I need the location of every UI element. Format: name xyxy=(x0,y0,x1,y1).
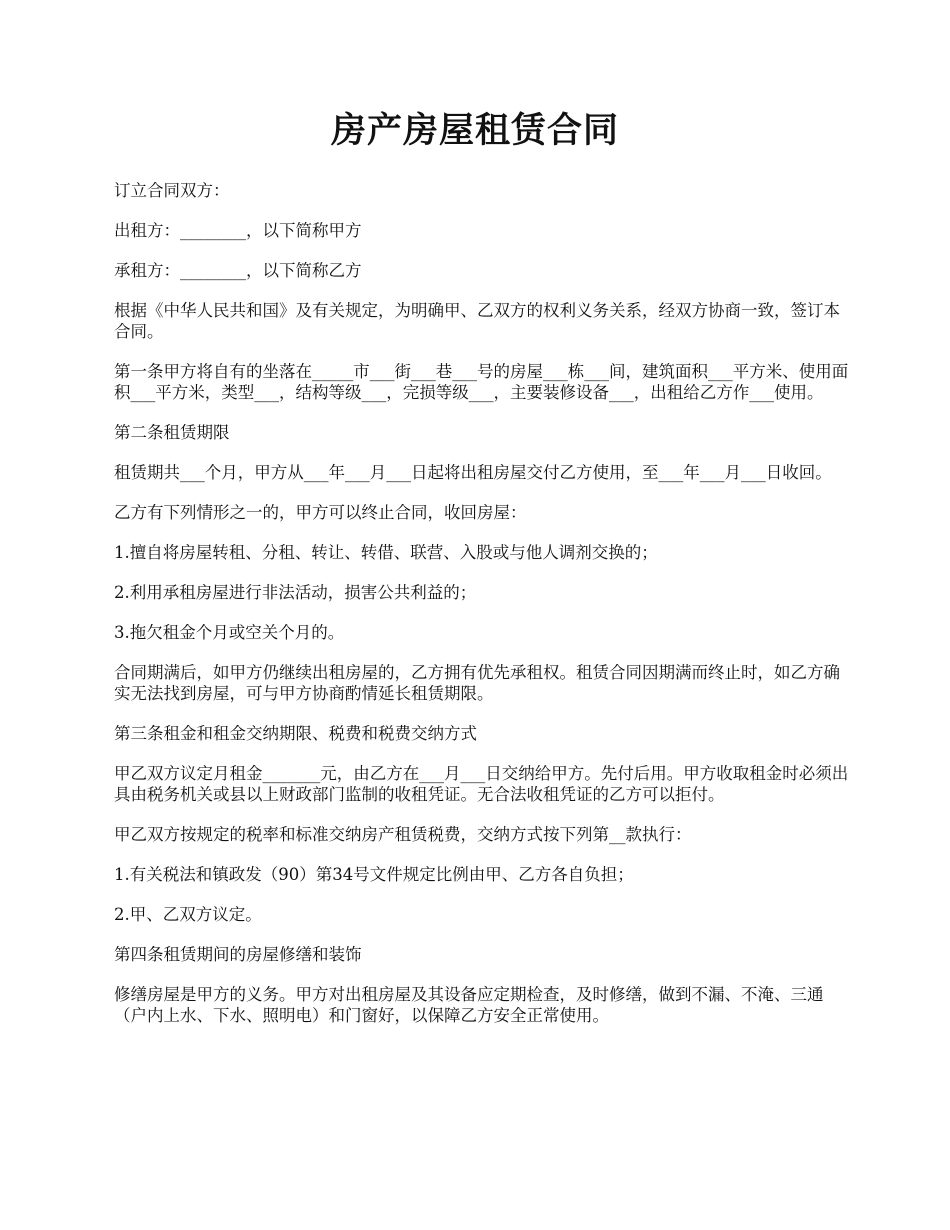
document-title: 房产房屋租赁合同 xyxy=(330,110,619,151)
paragraph-repairs: 修缮房屋是甲方的义务。甲方对出租房屋及其设备应定期检查，及时修缮，做到不漏、不淹、三通（户内上水、下水、照明电）和门窗好，以保障乙方安全正常使用。 xyxy=(114,985,824,1025)
paragraph-renewal: 合同期满后，如甲方仍继续出租房屋的，乙方拥有优先承租权。租赁合同因期满而终止时，如乙方确实无法找到房屋，可与甲方协商酌情延长租赁期限。 xyxy=(114,663,840,703)
list-item-tax-2: 2.甲、乙双方议定。 xyxy=(114,905,262,924)
heading-article-2: 第二条租赁期限 xyxy=(114,423,230,442)
paragraph-basis: 根据《中华人民共和国》及有关规定，为明确甲、乙双方的权利义务关系，经双方协商一致，签订本合同。 xyxy=(114,301,840,341)
list-item-tax-1: 1.有关税法和镇政发（90）第34号文件规定比例由甲、乙方各自负担； xyxy=(114,865,634,884)
paragraph-article-1: 第一条甲方将自有的坐落在_____市___街___巷___号的房屋___栋___间，建筑面积___平方米、使用面积___平方米，类型___，结构等级___，完损等级___，主要装修设备___，出租给乙方作___使用。 xyxy=(114,362,849,402)
paragraph-parties-intro: 订立合同双方： xyxy=(114,181,230,200)
heading-article-3: 第三条租金和租金交纳期限、税费和税费交纳方式 xyxy=(114,724,477,743)
paragraph-rent: 甲乙双方议定月租金_______元，由乙方在___月___日交纳给甲方。先付后用。甲方收取租金时必须出具由税务机关或县以上财政部门监制的收租凭证。无合法收租凭证的乙方可以拒付。 xyxy=(114,764,849,804)
list-item-termination-3: 3.拖欠租金个月或空关个月的。 xyxy=(114,623,345,642)
heading-article-4: 第四条租赁期间的房屋修缮和装饰 xyxy=(114,945,362,964)
list-item-termination-1: 1.擅自将房屋转租、分租、转让、转借、联营、入股或与他人调剂交换的； xyxy=(114,543,658,562)
paragraph-lessee: 承租方：________，以下简称乙方 xyxy=(114,261,362,280)
paragraph-lessor: 出租方：________，以下简称甲方 xyxy=(114,221,362,240)
document-body xyxy=(114,180,854,1045)
paragraph-termination-intro: 乙方有下列情形之一的，甲方可以终止合同，收回房屋： xyxy=(114,503,527,522)
list-item-termination-2: 2.利用承租房屋进行非法活动，损害公共利益的； xyxy=(114,583,477,602)
paragraph-lease-term: 租赁期共___个月，甲方从___年___月___日起将出租房屋交付乙方使用，至___年___月___日收回。 xyxy=(114,463,832,482)
paragraph-tax: 甲乙双方按规定的税率和标准交纳房产租赁税费，交纳方式按下列第__款执行： xyxy=(114,825,692,844)
